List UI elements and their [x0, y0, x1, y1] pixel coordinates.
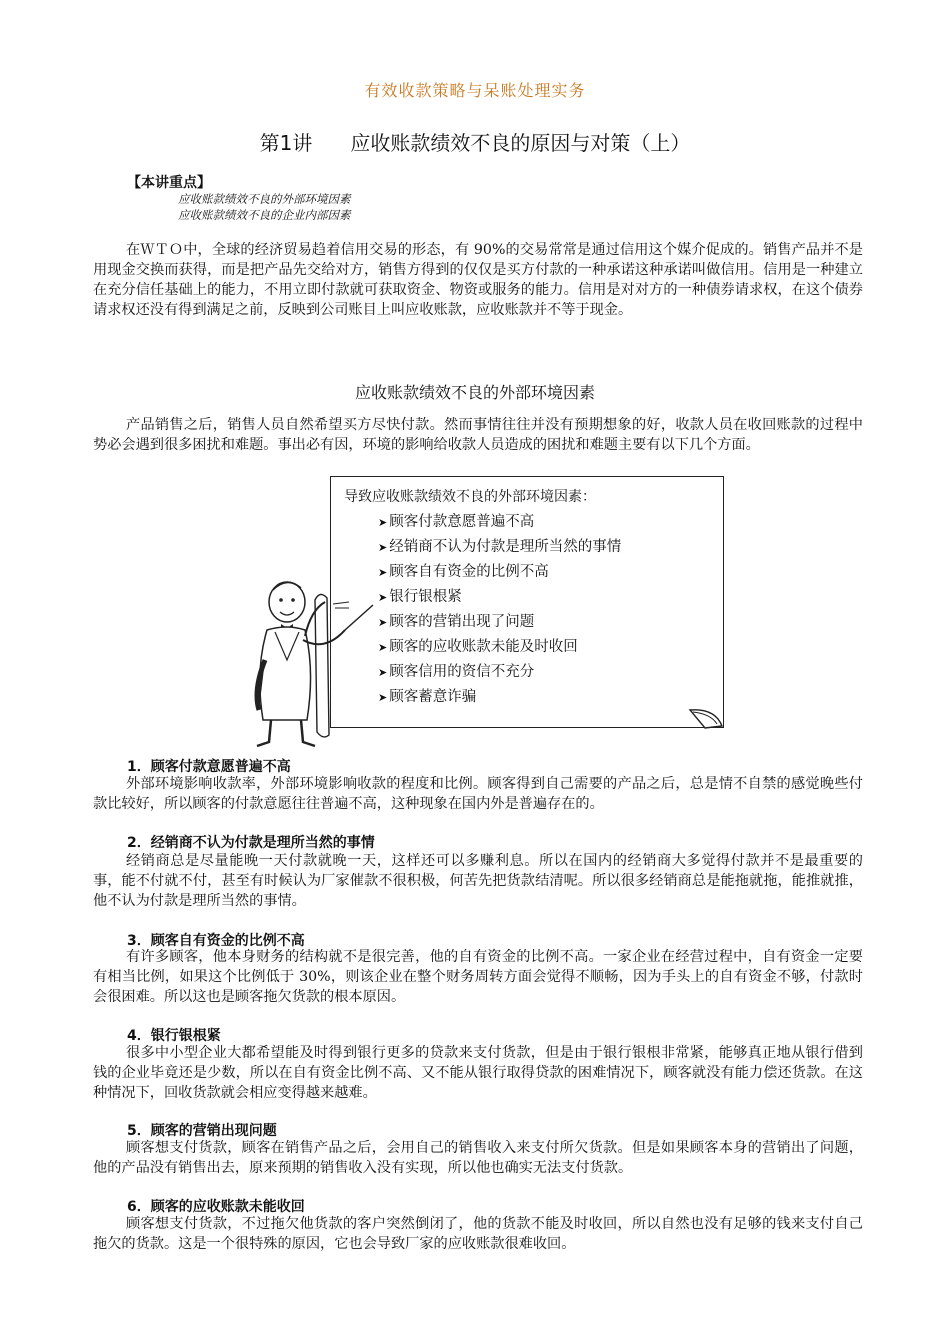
- factor-heading: 4．银行银根紧: [127, 1028, 221, 1044]
- key-point-item: 应收账款绩效不良的企业内部因素: [178, 208, 351, 222]
- factor-heading: 1．顾客付款意愿普遍不高: [127, 759, 291, 775]
- figure-list-item: ➤ 顾客的营销出现了问题: [378, 614, 535, 630]
- figure-list-item: ➤ 顾客自有资金的比例不高: [378, 564, 549, 580]
- factor-paragraph: 经销商总是尽量能晚一天付款就晚一天，这样还可以多赚利息。所以在国内的经销商大多觉得付款并不是最重要的事，能不付就不付，甚至有时候认为厂家催款不很积极，何苦先把货款结清呢。所以很多经销商总是能拖就拖，能推就推，他不认为付款是理所当然的事情。: [93, 853, 863, 909]
- arrow-icon: ➤: [378, 691, 388, 704]
- arrow-icon: ➤: [378, 566, 388, 579]
- figure-list-item: ➤ 经销商不认为付款是理所当然的事情: [378, 539, 622, 555]
- document-title: 有效收款策略与呆账处理实务: [364, 81, 586, 100]
- factor-heading: 5．顾客的营销出现问题: [127, 1123, 277, 1139]
- factor-paragraph: 有许多顾客，他本身财务的结构就不是很完善，他的自有资金的比例不高。一家企业在经营过程中，自有资金一定要有相当比例，如果这个比例低于 30%，则该企业在整个财务周转方面会觉得不顺畅，因为手头上的自有资金不够，付款时会很困难。所以这也是顾客拖欠货款的根本原因。: [93, 949, 863, 1005]
- arrow-icon: ➤: [378, 516, 388, 529]
- key-points-heading: 【本讲重点】: [127, 175, 211, 191]
- key-point-item: 应收账款绩效不良的外部环境因素: [178, 192, 351, 206]
- figure-list-item: ➤ 顾客付款意愿普遍不高: [378, 514, 535, 530]
- figure-list-item: ➤ 顾客的应收账款未能及时收回: [378, 639, 578, 655]
- intro-paragraph: 在ＷＴＯ中，全球的经济贸易趋着信用交易的形态，有 90%的交易常常是通过信用这个媒介促成的。销售产品并不是用现金交换而获得，而是把产品先交给对方，销售方得到的仅仅是买方付款的一种承诺这种承诺叫做信用。信用是一种建立在充分信任基础上的能力，不用立即付款就可获取资金、物资或服务的能力。信用是对对方的一种债券请求权，在这个债券请求权还没有得到满足之前，反映到公司账目上叫应收账款，应收账款并不等于现金。: [93, 242, 863, 318]
- factor-paragraph: 顾客想支付货款，顾客在销售产品之后，会用自己的销售收入来支付所欠货款。但是如果顾客本身的营销出了问题，他的产品没有销售出去，原来预期的销售收入没有实现，所以他也确实无法支付货款。: [93, 1140, 863, 1176]
- lecture-title-text: 应收账款绩效不良的原因与对策（上）: [350, 131, 691, 155]
- factor-paragraph: 顾客想支付货款，不过拖欠他货款的客户突然倒闭了，他的货款不能及时收回，所以自然也没有足够的钱来支付自己拖欠的货款。这是一个很特殊的原因，它也会导致厂家的应收账款很难收回。: [93, 1216, 863, 1252]
- arrow-icon: ➤: [378, 541, 388, 554]
- factor-paragraph: 很多中小型企业大都希望能及时得到银行更多的贷款来支付货款，但是由于银行银根非常紧，能够真正地从银行借到钱的企业毕竟还是少数，所以在自有资金比例不高、又不能从银行取得贷款的困难情况下，顾客就没有能力偿还货款。在这种情况下，回收货款就会相应变得越来越难。: [93, 1045, 863, 1101]
- figure-list-item: ➤ 银行银根紧: [378, 589, 462, 605]
- lecture-number: 第1讲: [259, 131, 313, 155]
- factor-paragraph: 外部环境影响收款率，外部环境影响收款的程度和比例。顾客得到自己需要的产品之后，总是情不自禁的感觉晚些付款比较好，所以顾客的付款意愿往往普遍不高，这种现象在国内外是普遍存在的。: [93, 776, 863, 812]
- figure-heading: 导致应收账款绩效不良的外部环境因素：: [344, 489, 596, 505]
- lecture-title: [0, 127, 950, 156]
- arrow-icon: ➤: [378, 666, 388, 679]
- section-intro-paragraph: 产品销售之后，销售人员自然希望买方尽快付款。然而事情往往并没有预期想象的好，收款人员在收回账款的过程中势必会遇到很多困扰和难题。事出必有因，环境的影响给收款人员造成的困扰和难题主要有以下几个方面。: [93, 417, 863, 453]
- arrow-icon: ➤: [378, 591, 388, 604]
- factor-heading: 2．经销商不认为付款是理所当然的事情: [127, 835, 375, 851]
- factor-heading: 6．顾客的应收账款未能收回: [127, 1199, 305, 1215]
- arrow-icon: ➤: [378, 641, 388, 654]
- arrow-icon: ➤: [378, 616, 388, 629]
- factor-heading: 3．顾客自有资金的比例不高: [127, 933, 305, 949]
- section-heading: 应收账款绩效不良的外部环境因素: [354, 383, 595, 402]
- figure-list-item: ➤ 顾客蓄意诈骗: [378, 689, 477, 705]
- figure-list-item: ➤ 顾客信用的资信不充分: [378, 664, 535, 680]
